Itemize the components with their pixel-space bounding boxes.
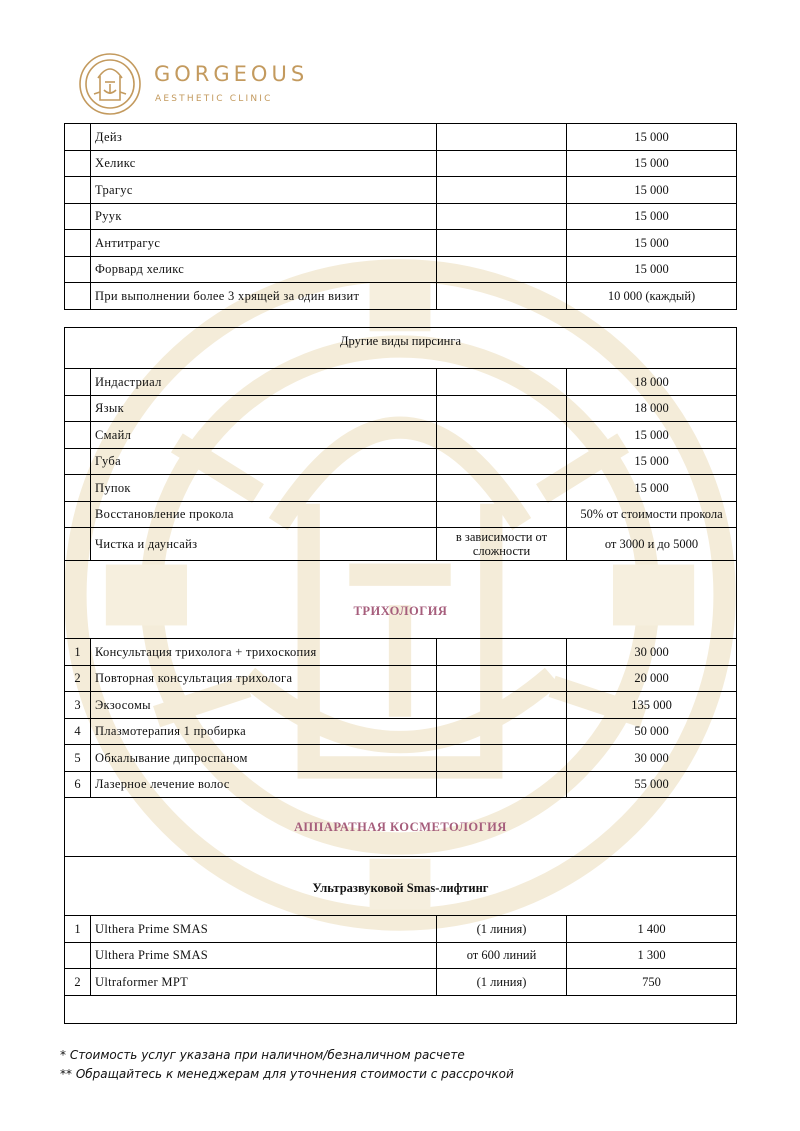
row-number: 6 (65, 771, 91, 798)
table-row (65, 745, 737, 772)
row-number: 2 (65, 969, 91, 996)
service-name: Экзосомы (91, 692, 437, 719)
ear-piercing-table (64, 123, 737, 310)
row-number: 1 (65, 639, 91, 666)
service-price: 15 000 (567, 422, 737, 449)
service-name: Чистка и даунсайз (91, 528, 437, 561)
table-row (65, 501, 737, 528)
service-price: 1 400 (567, 916, 737, 943)
service-name: Смайл (91, 422, 437, 449)
table-row (65, 639, 737, 666)
service-price: 15 000 (567, 177, 737, 204)
empty-row (65, 995, 737, 1023)
brand-tagline: AESTHETIC CLINIC (155, 94, 273, 104)
table-row (65, 124, 737, 151)
service-note: (1 линия) (437, 969, 567, 996)
table-row (65, 916, 737, 943)
section-header-row (65, 561, 737, 639)
service-note (437, 422, 567, 449)
service-note (437, 177, 567, 204)
service-note (437, 475, 567, 502)
service-price: 30 000 (567, 745, 737, 772)
pharaoh-emblem-icon (78, 52, 142, 116)
service-note (437, 771, 567, 798)
section-header-row (65, 798, 737, 857)
service-price: 15 000 (567, 448, 737, 475)
row-number (65, 124, 91, 151)
service-name: Обкалывание дипроспаном (91, 745, 437, 772)
row-number (65, 528, 91, 561)
row-number: 4 (65, 718, 91, 745)
service-note (437, 256, 567, 283)
service-name: Лазерное лечение волос (91, 771, 437, 798)
service-price: 55 000 (567, 771, 737, 798)
footnote-payment: * Стоимость услуг указана при наличном/безналичном расчете (60, 1048, 465, 1062)
service-note: (1 линия) (437, 916, 567, 943)
service-note (437, 665, 567, 692)
service-price: 20 000 (567, 665, 737, 692)
service-price: 15 000 (567, 475, 737, 502)
service-name: Ultraformer MPT (91, 969, 437, 996)
table-row (65, 969, 737, 996)
table-row (65, 422, 737, 449)
service-name: Хеликс (91, 150, 437, 177)
service-price: 30 000 (567, 639, 737, 666)
table-row (65, 665, 737, 692)
row-number (65, 177, 91, 204)
section-header-row (65, 328, 737, 369)
row-number (65, 230, 91, 257)
table-row (65, 256, 737, 283)
table-row (65, 230, 737, 257)
service-note (437, 150, 567, 177)
empty-cell (65, 995, 737, 1023)
table-row (65, 395, 737, 422)
row-number (65, 475, 91, 502)
row-number (65, 203, 91, 230)
service-name: Восстановление прокола (91, 501, 437, 528)
row-number (65, 395, 91, 422)
service-note: в зависимости от сложности (437, 528, 567, 561)
service-name: При выполнении более 3 хрящей за один визит (91, 283, 437, 310)
service-name: Форвард хеликс (91, 256, 437, 283)
service-price: 750 (567, 969, 737, 996)
service-note (437, 369, 567, 396)
service-note (437, 395, 567, 422)
table-row (65, 942, 737, 969)
table-row (65, 177, 737, 204)
service-name: Язык (91, 395, 437, 422)
hardware-cosmetology-title: АППАРАТНАЯ КОСМЕТОЛОГИЯ (65, 798, 737, 857)
service-note (437, 283, 567, 310)
service-price: 50% от стоимости прокола (567, 501, 737, 528)
services-table (64, 327, 737, 1024)
row-number (65, 369, 91, 396)
row-number: 2 (65, 665, 91, 692)
service-name: Повторная консультация трихолога (91, 665, 437, 692)
footnote-installment: ** Обращайтесь к менеджерам для уточнения стоимости с рассрочкой (60, 1067, 514, 1081)
service-note (437, 501, 567, 528)
service-name: Трагус (91, 177, 437, 204)
row-number: 1 (65, 916, 91, 943)
row-number: 5 (65, 745, 91, 772)
service-name: Ulthera Prime SMAS (91, 942, 437, 969)
table-row (65, 528, 737, 561)
row-number (65, 942, 91, 969)
other-piercing-title: Другие виды пирсинга (65, 328, 737, 369)
service-price: 15 000 (567, 150, 737, 177)
service-name: Индастриал (91, 369, 437, 396)
table-row (65, 718, 737, 745)
service-name: Пупок (91, 475, 437, 502)
service-name: Консультация трихолога + трихоскопия (91, 639, 437, 666)
service-price: 1 300 (567, 942, 737, 969)
section-header-row (65, 857, 737, 916)
service-name: Плазмотерапия 1 пробирка (91, 718, 437, 745)
service-note (437, 230, 567, 257)
table-row (65, 771, 737, 798)
table-row (65, 692, 737, 719)
service-price: 18 000 (567, 369, 737, 396)
service-price: 15 000 (567, 256, 737, 283)
service-name: Ulthera Prime SMAS (91, 916, 437, 943)
service-note (437, 124, 567, 151)
row-number: 3 (65, 692, 91, 719)
service-note (437, 203, 567, 230)
trichology-title: ТРИХОЛОГИЯ (65, 561, 737, 639)
service-price: от 3000 и до 5000 (567, 528, 737, 561)
service-name: Антитрагус (91, 230, 437, 257)
row-number (65, 283, 91, 310)
service-price: 15 000 (567, 203, 737, 230)
service-price: 10 000 (каждый) (567, 283, 737, 310)
brand-name: GORGEOUS (154, 62, 309, 86)
table-row (65, 475, 737, 502)
row-number (65, 501, 91, 528)
service-name: Дейз (91, 124, 437, 151)
table-row (65, 203, 737, 230)
table-row (65, 283, 737, 310)
service-price: 135 000 (567, 692, 737, 719)
row-number (65, 256, 91, 283)
service-note (437, 745, 567, 772)
row-number (65, 422, 91, 449)
smas-lifting-title: Ультразвуковой Smas-лифтинг (65, 857, 737, 916)
service-note (437, 448, 567, 475)
service-note (437, 692, 567, 719)
row-number (65, 448, 91, 475)
service-price: 15 000 (567, 230, 737, 257)
row-number (65, 150, 91, 177)
service-price: 18 000 (567, 395, 737, 422)
service-price: 50 000 (567, 718, 737, 745)
table-row (65, 448, 737, 475)
service-note (437, 639, 567, 666)
service-note: от 600 линий (437, 942, 567, 969)
service-name: Руук (91, 203, 437, 230)
service-name: Губа (91, 448, 437, 475)
table-row (65, 369, 737, 396)
table-row (65, 150, 737, 177)
service-note (437, 718, 567, 745)
service-price: 15 000 (567, 124, 737, 151)
